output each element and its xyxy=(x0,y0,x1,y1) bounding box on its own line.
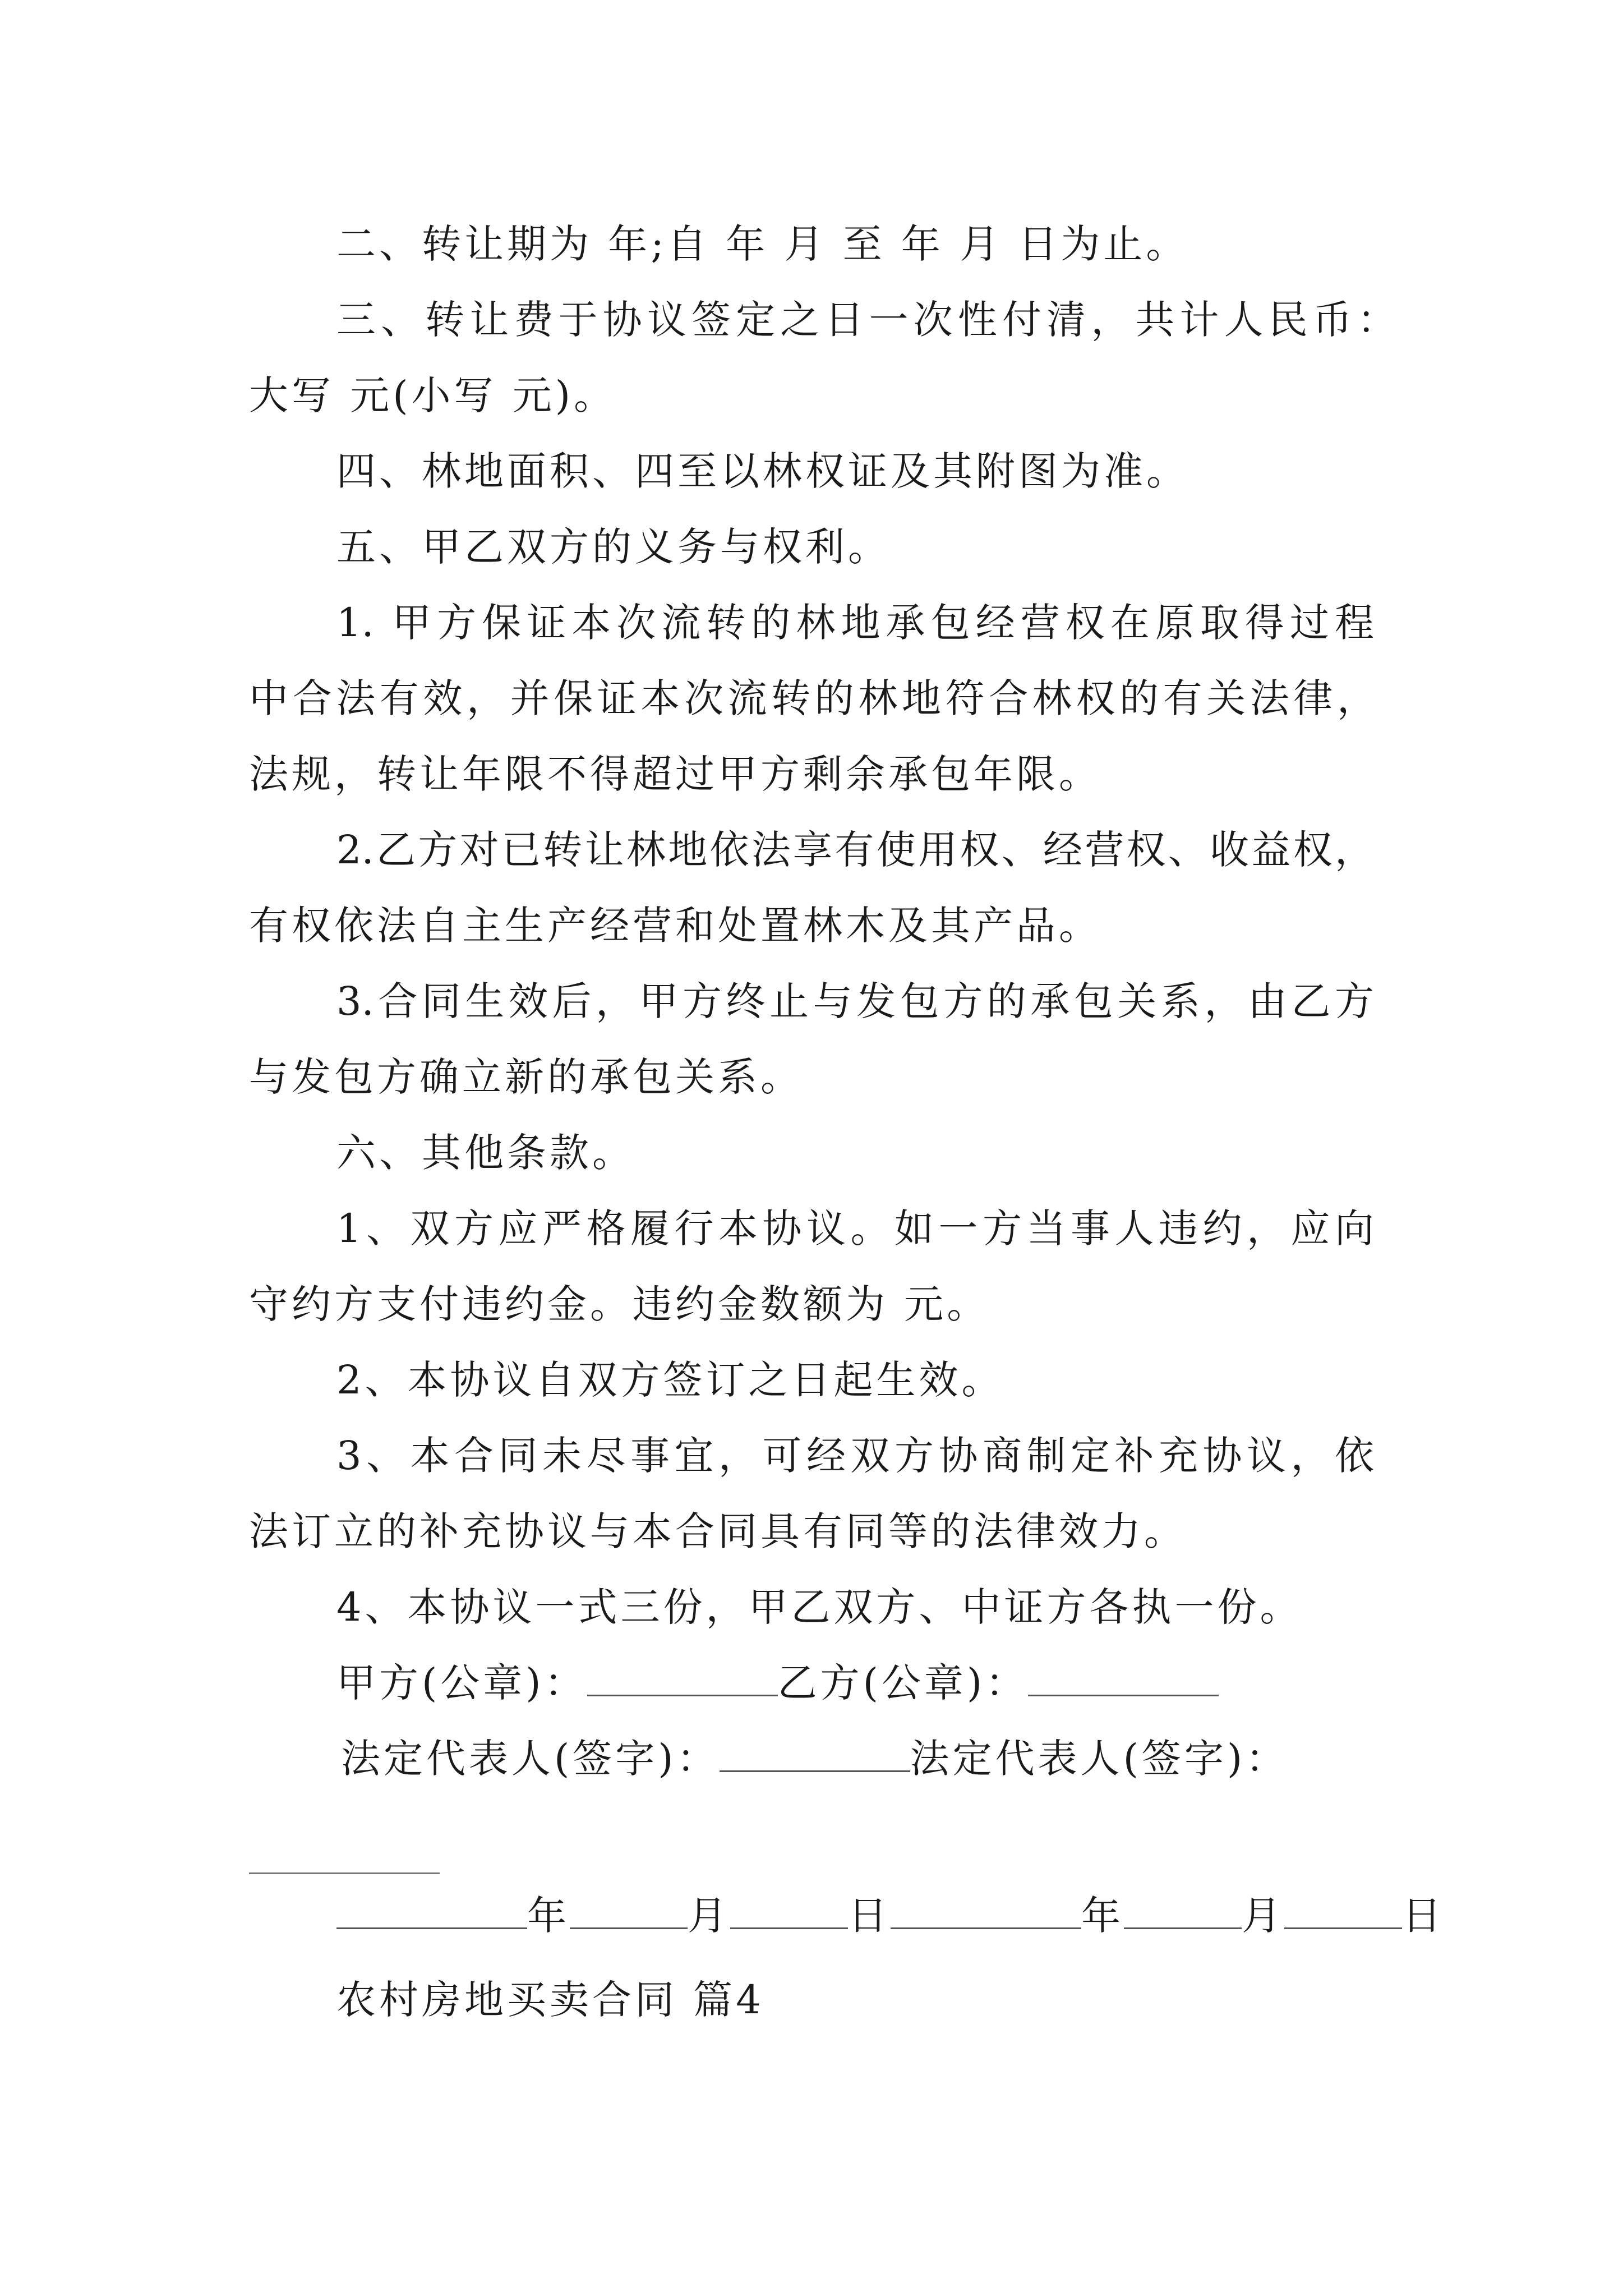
clause-6-1-line1: 1、双方应严格履行本协议。如一方当事人违约，应向 xyxy=(336,1205,1374,1251)
party-a-seal-blank xyxy=(587,1690,778,1696)
date-b-year-blank xyxy=(891,1923,1081,1929)
date-b-month-blank xyxy=(1124,1923,1242,1929)
clause-5-3-line1: 3.合同生效后，甲方终止与发包方的承包关系，由乙方 xyxy=(336,978,1374,1024)
signature-rep-row xyxy=(341,1736,1289,1782)
date-a-month-label: 月 xyxy=(688,1893,730,1939)
date-b-day-blank xyxy=(1284,1923,1402,1929)
date-a-year-label: 年 xyxy=(527,1893,570,1939)
clause-4-area: 四、林地面积、四至以林权证及其附图为准。 xyxy=(336,448,1189,494)
date-a-day-label: 日 xyxy=(848,1893,891,1939)
date-a-day-blank xyxy=(730,1923,848,1929)
clause-5-2-line1: 2.乙方对已转让林地依法享有使用权、经营权、收益权， xyxy=(336,827,1374,873)
clause-5-3-line2: 与发包方确立新的承包关系。 xyxy=(249,1054,803,1100)
clause-6-1-line2: 守约方支付违约金。违约金数额为 元。 xyxy=(249,1281,990,1327)
clause-6-3-line2: 法订立的补充协议与本合同具有同等的法律效力。 xyxy=(249,1508,1187,1554)
rep-b-label: 法定代表人(签字)： xyxy=(910,1736,1289,1782)
party-b-seal-blank xyxy=(1028,1690,1219,1696)
date-a-month-blank xyxy=(570,1923,688,1929)
rep-b-blank xyxy=(249,1872,440,1874)
clause-3-fee-line2: 大写 元(小写 元)。 xyxy=(249,372,617,418)
clause-3-fee-line1: 三、转让费于协议签定之日一次性付清，共计人民币： xyxy=(336,297,1396,343)
date-b-month-label: 月 xyxy=(1242,1893,1284,1939)
signature-date-row xyxy=(336,1893,1445,1939)
clause-5-heading: 五、甲乙双方的义务与权利。 xyxy=(336,524,891,570)
clause-2-term: 二、转让期为 年;自 年 月 至 年 月 日为止。 xyxy=(336,221,1189,267)
clause-6-3-line1: 3、本合同未尽事宜，可经双方协商制定补充协议，依 xyxy=(336,1433,1374,1479)
rep-a-label: 法定代表人(签字)： xyxy=(341,1736,720,1782)
party-a-seal-label: 甲方(公章)： xyxy=(336,1660,587,1706)
clause-5-1-line1: 1. 甲方保证本次流转的林地承包经营权在原取得过程 xyxy=(336,600,1374,646)
date-b-day-label: 日 xyxy=(1402,1893,1445,1939)
signature-seal-row xyxy=(336,1660,1219,1706)
clause-5-1-line3: 法规，转让年限不得超过甲方剩余承包年限。 xyxy=(249,751,1101,797)
clause-5-2-line2: 有权依法自主生产经营和处置林木及其产品。 xyxy=(249,903,1101,949)
rep-a-blank xyxy=(720,1766,910,1772)
next-section-heading: 农村房地买卖合同 篇4 xyxy=(336,1977,764,2023)
date-b-year-label: 年 xyxy=(1081,1893,1124,1939)
party-b-seal-label: 乙方(公章)： xyxy=(777,1660,1029,1706)
clause-5-1-line2: 中合法有效，并保证本次流转的林地符合林权的有关法律， xyxy=(249,675,1376,721)
clause-6-2: 2、本协议自双方签订之日起生效。 xyxy=(336,1357,1004,1403)
clause-6-heading: 六、其他条款。 xyxy=(336,1130,635,1176)
clause-6-4: 4、本协议一式三份，甲乙双方、中证方各执一份。 xyxy=(336,1584,1303,1630)
date-a-year-blank xyxy=(336,1923,527,1929)
